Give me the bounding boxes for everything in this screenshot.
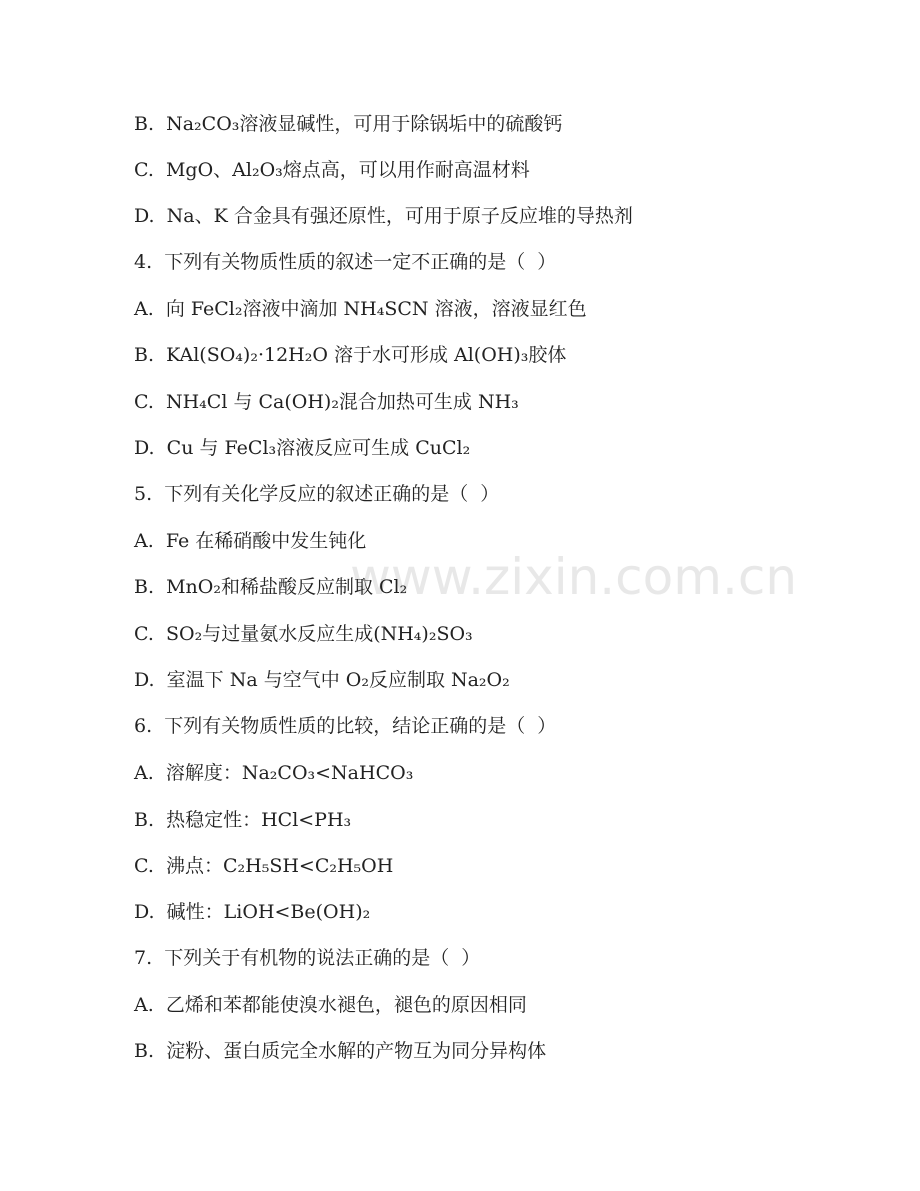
watermark: www.zixin.com.cn	[350, 548, 798, 606]
text-line: C. 沸点：C₂H₅SH<C₂H₅OH	[134, 855, 394, 877]
question-5: 5. 下列有关化学反应的叙述正确的是（ ）	[134, 483, 500, 505]
question-6: 6. 下列有关物质性质的比较，结论正确的是（ ）	[134, 715, 557, 737]
question-4: 4. 下列有关物质性质的叙述一定不正确的是（ ）	[134, 251, 557, 273]
text-line: D. 室温下 Na 与空气中 O₂反应制取 Na₂O₂	[134, 669, 510, 691]
text-line: B. MnO₂和稀盐酸反应制取 Cl₂	[134, 576, 408, 598]
text-line: D. 碱性：LiOH<Be(OH)₂	[134, 901, 371, 923]
text-line: A. 溶解度：Na₂CO₃<NaHCO₃	[134, 762, 414, 784]
text-line: B. Na₂CO₃溶液显碱性，可用于除锅垢中的硫酸钙	[134, 113, 563, 135]
text-line: D. Cu 与 FeCl₃溶液反应可生成 CuCl₂	[134, 437, 471, 459]
text-line: C. MgO、Al₂O₃熔点高，可以用作耐高温材料	[134, 159, 530, 181]
text-line: B. 淀粉、蛋白质完全水解的产物互为同分异构体	[134, 1040, 547, 1062]
text-line: B. 热稳定性：HCl<PH₃	[134, 809, 352, 831]
question-7: 7. 下列关于有机物的说法正确的是（ ）	[134, 947, 481, 969]
text-line: B. KAl(SO₄)₂·12H₂O 溶于水可形成 Al(OH)₃胶体	[134, 344, 567, 366]
text-line: A. 向 FeCl₂溶液中滴加 NH₄SCN 溶液，溶液显红色	[134, 298, 587, 320]
text-line: A. 乙烯和苯都能使溴水褪色，褪色的原因相同	[134, 994, 527, 1016]
text-line: D. Na、K 合金具有强还原性，可用于原子反应堆的导热剂	[134, 205, 633, 227]
text-line: C. SO₂与过量氨水反应生成(NH₄)₂SO₃	[134, 623, 473, 645]
text-line: C. NH₄Cl 与 Ca(OH)₂混合加热可生成 NH₃	[134, 391, 519, 413]
text-line: A. Fe 在稀硝酸中发生钝化	[134, 530, 367, 552]
